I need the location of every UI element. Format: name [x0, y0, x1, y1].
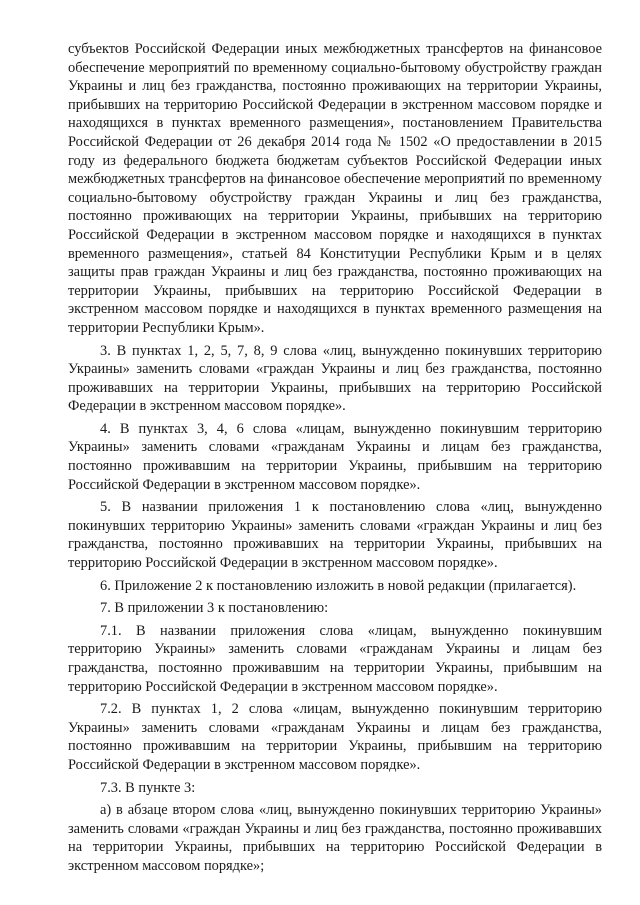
paragraph-item-7-3: 7.3. В пункте 3:	[100, 779, 196, 796]
paragraph-item-7-2: 7.2. В пунктах 1, 2 слова «лицам, вынужденно покинувшим территорию Украины» заменить словами «гражданам Украины и лицам без гражданства, постоянно проживавшим на территории Украины, прибывшим на территорию Российской Федерации в экстренном массовом порядке».	[68, 701, 602, 773]
document-body	[68, 40, 602, 876]
paragraph-item-7: 7. В приложении 3 к постановлению:	[100, 600, 329, 617]
paragraph-item-7-3-a: а) в абзаце втором слова «лиц, вынужденно покинувших территорию Украины» заменить словами «граждан Украины и лиц без гражданства, постоянно проживавших на территории Украины, прибывших на территорию Российской Федерации в экстренном массовом порядке»;	[68, 802, 602, 874]
paragraph-item-6: 6. Приложение 2 к постановлению изложить в новой редакции (прилагается).	[100, 577, 577, 594]
paragraph-item-5: 5. В названии приложения 1 к постановлению слова «лиц, вынужденно покинувших территорию Украины» заменить словами «граждан Украины и лиц без гражданства, постоянно проживавших на территории Украины, прибывших на территорию Российской Федерации в экстренном массовом порядке».	[68, 499, 602, 572]
paragraph-item-3: 3. В пунктах 1, 2, 5, 7, 8, 9 слова «лиц, вынужденно покинувших территорию Украины» заменить словами «граждан Украины и лиц без гражданства, постоянно проживавших на территории Украины, прибывших на территорию Российской Федерации в экстренном массовом порядке».	[68, 342, 602, 415]
paragraph-continuation: субъектов Российской Федерации иных межбюджетных трансфертов на финансовое обеспечение мероприятий по временному социально-бытовому обустройству граждан Украины и лиц без гражданства, постоянно проживающих на территории Украины, прибывших на территорию Российской Федерации в экстренном массовом порядке и находящихся в пунктах временного размещения», постановлением Правительства Российской Федерации от 26 декабря 2014 года № 1502 «О предоставлении в 2015 году из федерального бюджета бюджетам субъектов Российской Федерации иных межбюджетных трансфертов на финансовое обеспечение мероприятий по временному социально-бытовому обустройству граждан Украины и лиц без гражданства, постоянно проживающих на территории Украины, прибывших на территорию Российской Федерации в экстренном массовом порядке и находящихся в пунктах временного размещения», статьей 84 Конституции Республики Крым и в целях защиты прав граждан Украины и лиц без гражданства, постоянно проживающих на территории Украины, прибывших на территорию Российской Федерации в экстренном массовом порядке и находящихся в пунктах временного размещения на территории Республики Крым».	[68, 41, 602, 336]
paragraph-item-7-1: 7.1. В названии приложения слова «лицам, вынужденно покинувшим территорию Украины» заменить словами «гражданам Украины и лицам без гражданства, постоянно проживавшим на территории Украины, прибывшим на территорию Российской Федерации в экстренном массовом порядке».	[68, 622, 602, 695]
paragraph-item-4: 4. В пунктах 3, 4, 6 слова «лицам, вынужденно покинувшим территорию Украины» заменить словами «гражданам Украины и лицам без гражданства, постоянно проживавшим на территории Украины, прибывшим на территорию Российской Федерации в экстренном массовом порядке».	[68, 420, 602, 493]
